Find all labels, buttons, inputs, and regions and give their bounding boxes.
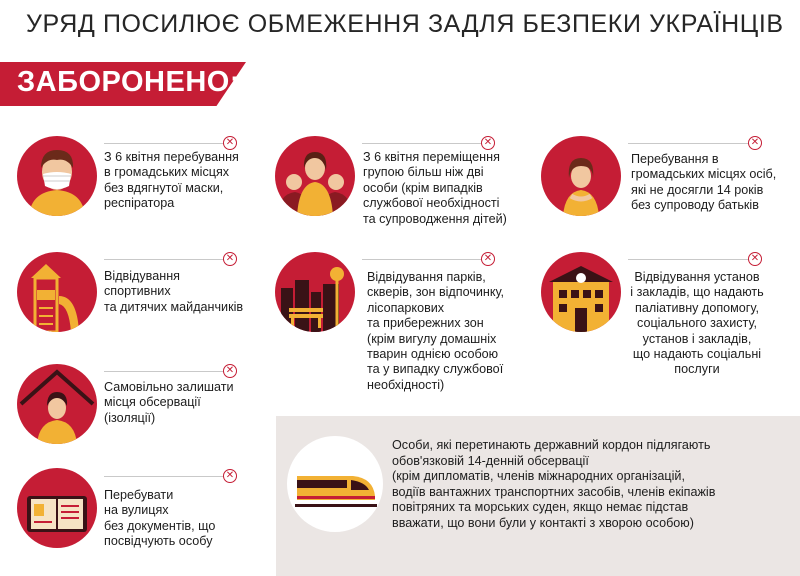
park-bench-icon xyxy=(275,252,355,332)
close-icon: ✕ xyxy=(223,469,237,483)
close-icon: ✕ xyxy=(748,136,762,150)
person-at-home-icon xyxy=(17,364,97,444)
building-icon xyxy=(541,252,621,332)
close-icon: ✕ xyxy=(481,252,495,266)
item-text: Перебувати на вулицях без документів, що посвідчують особу xyxy=(104,488,216,549)
item-text: Самовільно залишати місця обсервації (ізоляції) xyxy=(104,380,234,425)
close-icon: ✕ xyxy=(223,252,237,266)
page-title: УРЯД ПОСИЛЮЄ ОБМЕЖЕННЯ ЗАДЛЯ БЕЗПЕКИ УКРАЇНЦІВ xyxy=(26,10,784,38)
divider-line xyxy=(104,259,230,260)
divider-line xyxy=(628,259,754,260)
banner-label: ЗАБОРОНЕНО: xyxy=(17,66,240,98)
close-icon: ✕ xyxy=(223,364,237,378)
divider-line xyxy=(104,371,230,372)
divider-line xyxy=(362,143,488,144)
close-icon: ✕ xyxy=(481,136,495,150)
divider-line xyxy=(362,259,488,260)
item-text: Перебування в громадських місцях осіб, які не досягли 14 років без супроводу батьків xyxy=(631,152,777,213)
close-icon: ✕ xyxy=(748,252,762,266)
item-text: Відвідування спортивних та дитячих майданчиків xyxy=(104,269,244,314)
divider-line xyxy=(628,143,754,144)
divider-line xyxy=(104,143,230,144)
child-icon xyxy=(541,136,621,216)
divider-line xyxy=(104,476,230,477)
item-text: Відвідування парків, скверів, зон відпочинку, лісопаркових та прибережних зон (крім вигулу домашніх тварин однією особою та у випадку службової необхідності) xyxy=(367,270,505,392)
train-icon xyxy=(287,436,383,532)
passport-icon xyxy=(17,468,97,548)
item-text: Відвідування установ і закладів, що надають паліативну допомогу, соціального захисту, установ і закладів, що надають соціальні послуги xyxy=(630,270,764,377)
mask-person-icon xyxy=(17,136,97,216)
item-text: З 6 квітня перебування в громадських місцях без вдягнутої маски, респіратора xyxy=(104,150,239,211)
close-icon: ✕ xyxy=(223,136,237,150)
info-text: Особи, які перетинають державний кордон підлягають обов'язковій 14-денній обсервації (крім дипломатів, членів міжнародних організацій, водіїв вантажних транспортних засобів, членів екіпажів повітряних та морських суден, якщо немає підстав вважати, що вони були у контакті з хворою особою) xyxy=(392,438,716,530)
item-text: З 6 квітня переміщення групою більш ніж дві особи (крім випадків службової необхідності та супроводження дітей) xyxy=(363,150,507,226)
group-of-people-icon xyxy=(275,136,355,216)
playground-icon xyxy=(17,252,97,332)
